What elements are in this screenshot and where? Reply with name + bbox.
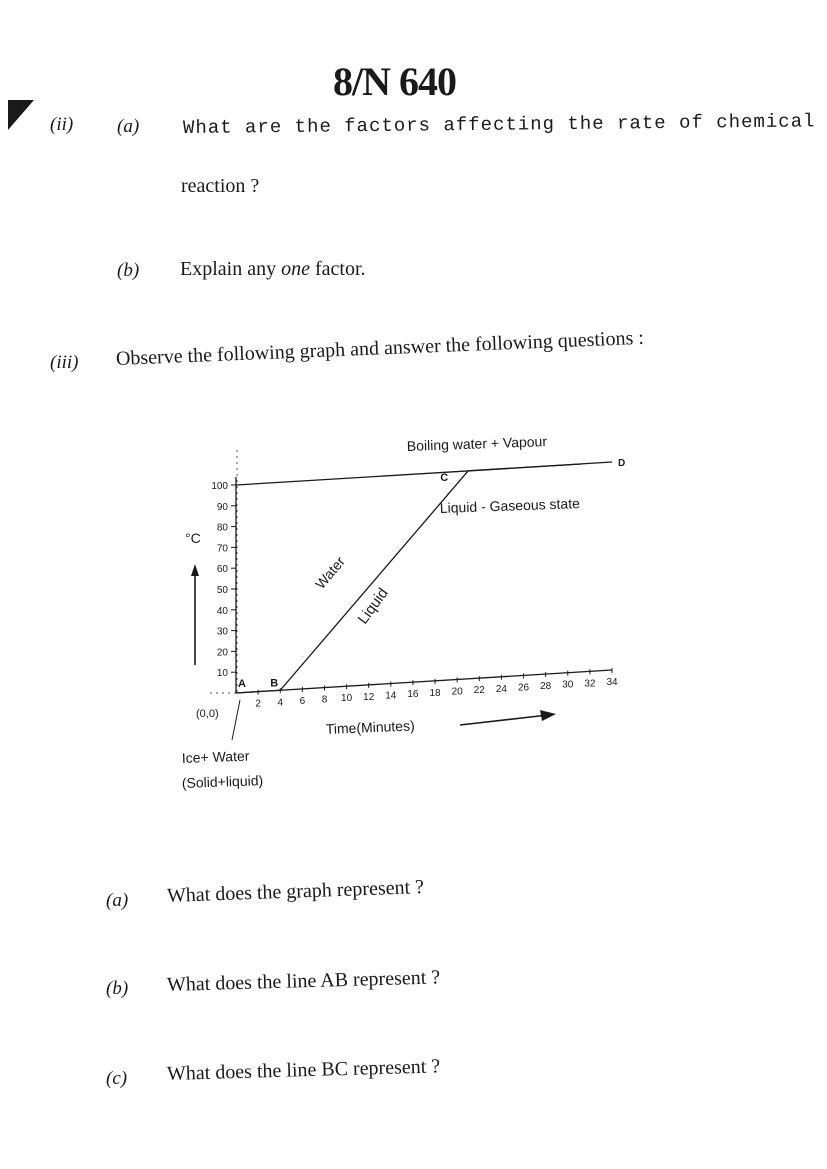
x-axis-line [236,670,612,693]
x-tick-label: 4 [277,697,284,709]
question-text-iii-b: What does the line AB represent ? [166,966,441,996]
y-axis-ticks [211,481,236,679]
question-text-ii-b-start: Explain any [180,258,282,280]
x-axis-title: Time(Minutes) [325,717,415,737]
origin-label: (0,0) [196,708,219,720]
x-tick-label: 30 [562,679,574,691]
x-tick-label: 20 [451,686,463,698]
x-tick-label: 8 [321,694,328,706]
y-axis-arrowhead [191,564,199,576]
x-tick-label: 24 [495,683,507,695]
point-label-a: A [238,678,246,690]
x-tick-label: 34 [606,677,618,688]
x-tick-label: 18 [429,687,441,699]
region-label-bottom-1: Ice+ Water [181,747,250,766]
question-text-iii: Observe the following graph and answer the following questions : [115,326,645,370]
subquestion-label-a: (a) [117,116,140,137]
question-text-ii-b-emphasis: one [281,258,310,280]
y-tick-label: 50 [216,585,228,596]
question-text-ii-a-line1: What are the factors affecting the rate of chemical [182,110,816,139]
x-tick-label: 26 [517,682,530,694]
question-number-iii: (iii) [50,352,79,373]
x-tick-label: 2 [255,698,261,710]
pointer-line [232,700,240,740]
region-label-right: Liquid - Gaseous state [439,495,581,516]
line-label-water: Water [312,553,348,592]
x-tick-label: 6 [299,695,306,707]
line-label-liquid: Liquid [354,584,392,628]
question-text-ii-a-line2: reaction ? [181,175,260,197]
question-text-iii-a: What does the graph represent ? [166,876,425,907]
question-text-iii-c: What does the line BC represent ? [166,1055,441,1085]
y-tick-label: 90 [216,501,228,513]
x-tick-label: 28 [540,681,552,693]
y-tick-label: 40 [216,605,228,617]
x-tick-label: 14 [385,690,397,702]
question-number-ii: (ii) [50,114,74,135]
y-tick-label: 10 [216,668,228,680]
subquestion-label-iii-b: (b) [106,978,129,999]
y-tick-label: 100 [211,481,228,492]
region-label-top: Boiling water + Vapour [406,433,548,454]
x-axis-arrowhead [540,710,556,721]
subquestion-label-iii-c: (c) [106,1068,128,1089]
question-text-ii-b-end: factor. [309,258,366,280]
y-tick-label: 60 [216,564,228,576]
x-tick-label: 16 [407,689,419,701]
x-tick-label: 32 [584,678,596,690]
y-tick-label: 80 [216,522,228,534]
point-label-b: B [270,677,279,690]
x-tick-label: 10 [341,693,353,705]
point-label-c: C [440,471,449,484]
x-tick-label: 12 [363,691,375,703]
y-tick-label: 70 [216,543,228,555]
x-tick-label: 22 [473,685,485,697]
region-label-bottom-2: (Solid+liquid) [181,772,264,791]
corner-marker [8,100,34,130]
y-axis-unit-label: °C [185,530,201,546]
y-tick-label: 20 [216,647,228,659]
subquestion-label-iii-a: (a) [106,890,129,911]
paper-code: 8/N 640 [333,59,456,104]
x-axis-arrow-line [460,715,548,725]
point-label-d: D [618,458,626,469]
heating-curve-graph [0,410,827,890]
question-text-ii-b [180,258,366,281]
subquestion-label-b: (b) [117,260,140,281]
y-tick-label: 30 [216,626,228,638]
